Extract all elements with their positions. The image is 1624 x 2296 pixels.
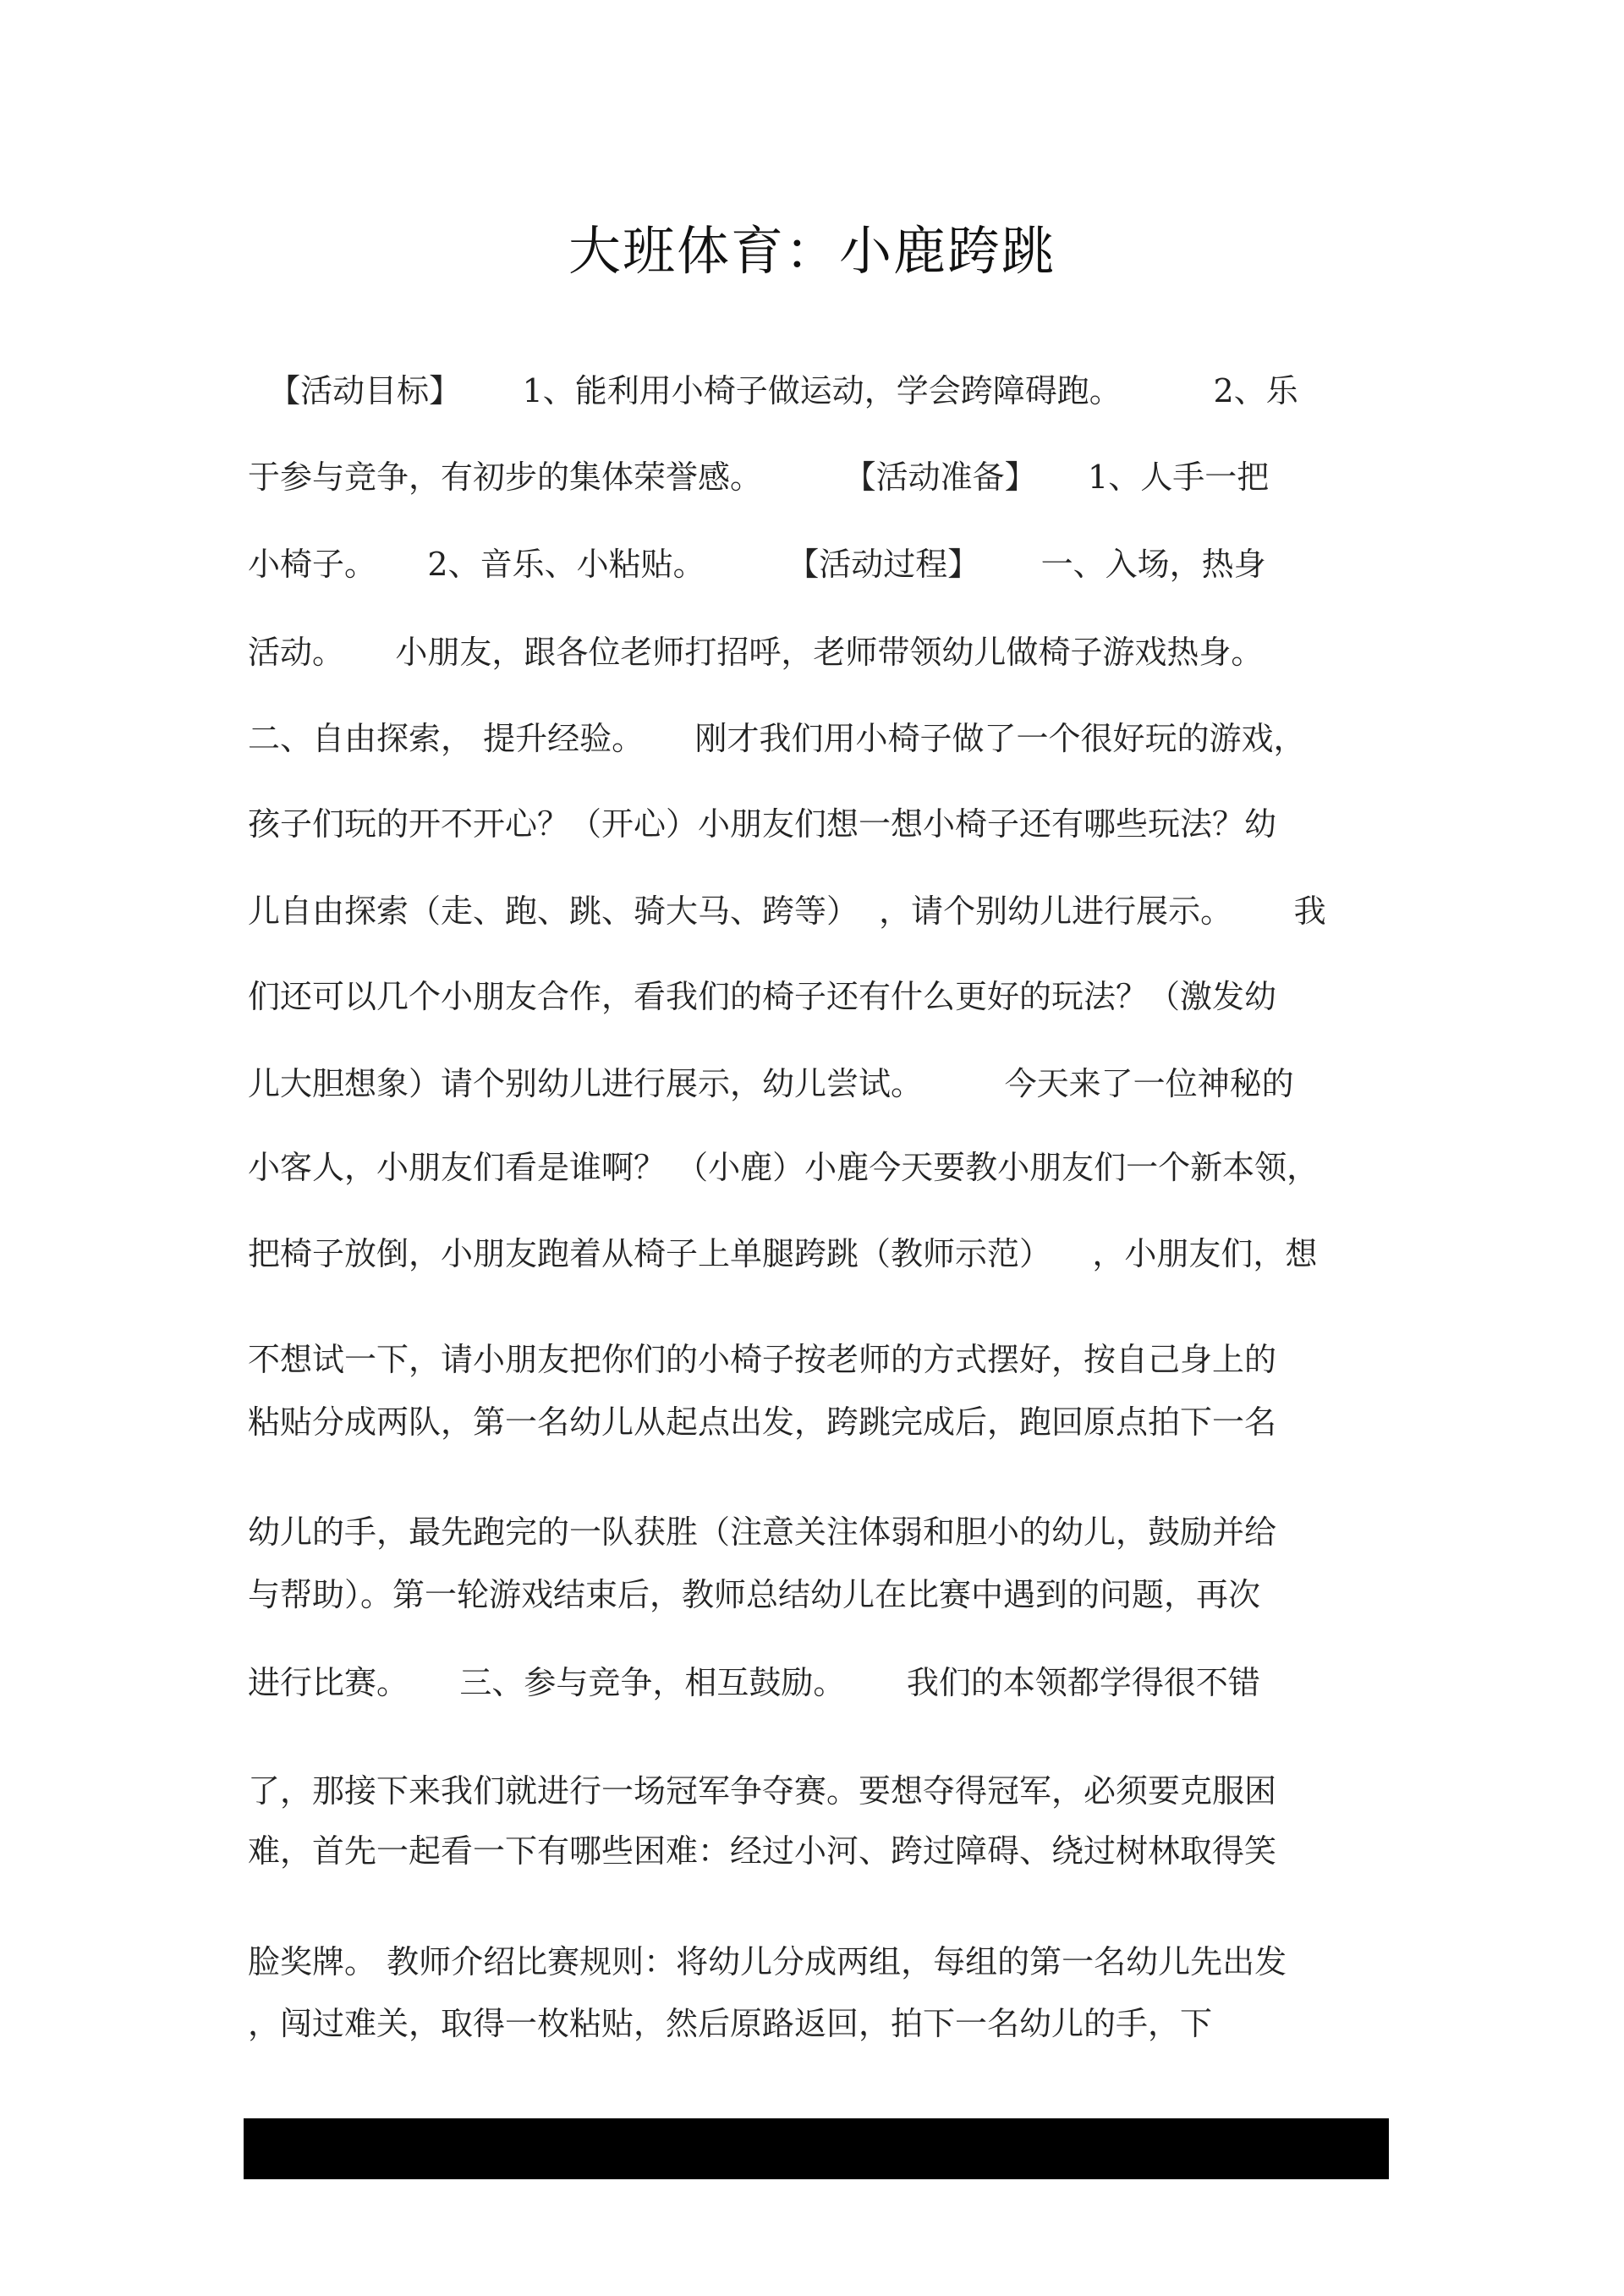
body-line: 进行比赛。 三、参与竞争，相互鼓励。 我们的本领都学得很不错: [248, 1664, 1260, 1701]
body-line: 们还可以几个小朋友合作，看我们的椅子还有什么更好的玩法？（激发幼: [248, 978, 1277, 1015]
body-line: 儿大胆想象）请个别幼儿进行展示，幼儿尝试。 今天来了一位神秘的: [248, 1065, 1294, 1102]
body-line: 于参与竞争，有初步的集体荣誉感。 【活动准备】 1、人手一把: [248, 459, 1270, 496]
body-line: 二、自由探索， 提升经验。 刚才我们用小椅子做了一个很好玩的游戏，: [248, 720, 1306, 757]
body-line: 小客人，小朋友们看是谁啊？ （小鹿）小鹿今天要教小朋友们一个新本领，: [248, 1149, 1320, 1186]
document-title: 大班体育：小鹿跨跳: [568, 220, 1056, 282]
body-line: 了，那接下来我们就进行一场冠军争夺赛。要想夺得冠军，必须要克服困: [248, 1772, 1277, 1810]
body-line: 与帮助）。第一轮游戏结束后，教师总结幼儿在比赛中遇到的问题，再次: [248, 1576, 1261, 1613]
body-line: 难，首先一起看一下有哪些困难：经过小河、跨过障碍、绕过树林取得笑: [248, 1832, 1277, 1870]
body-line: 幼儿的手，最先跑完的一队获胜（注意关注体弱和胆小的幼儿，鼓励并给: [248, 1513, 1277, 1551]
body-line: 把椅子放倒，小朋友跑着从椅子上单腿跨跳（教师示范） ，小朋友们，想: [248, 1235, 1318, 1272]
body-line: ，闯过难关，取得一枚粘贴，然后原路返回，拍下一名幼儿的手，下: [248, 2005, 1213, 2042]
body-line: 孩子们玩的开不开心？（开心）小朋友们想一想小椅子还有哪些玩法？幼: [248, 805, 1277, 843]
body-line: 小椅子。 2、音乐、小粘贴。 【活动过程】 一、入场，热身: [248, 546, 1266, 583]
body-line: 儿自由探索（走、跑、跳、骑大马、跨等） ，请个别幼儿进行展示。 我: [248, 893, 1326, 930]
body-line: 粘贴分成两队，第一名幼儿从起点出发，跨跳完成后，跑回原点拍下一名: [248, 1403, 1277, 1441]
body-line: 活动。 小朋友，跟各位老师打招呼，老师带领幼儿做椅子游戏热身。: [248, 634, 1264, 671]
body-line: 【活动目标】 1、能利用小椅子做运动，学会跨障碍跑。 2、乐: [248, 372, 1298, 409]
body-line: 脸奖牌。 教师介绍比赛规则：将幼儿分成两组，每组的第一名幼儿先出发: [248, 1943, 1287, 1980]
redaction-bar: [244, 2118, 1389, 2179]
body-line: 不想试一下，请小朋友把你们的小椅子按老师的方式摆好，按自己身上的: [248, 1341, 1277, 1378]
